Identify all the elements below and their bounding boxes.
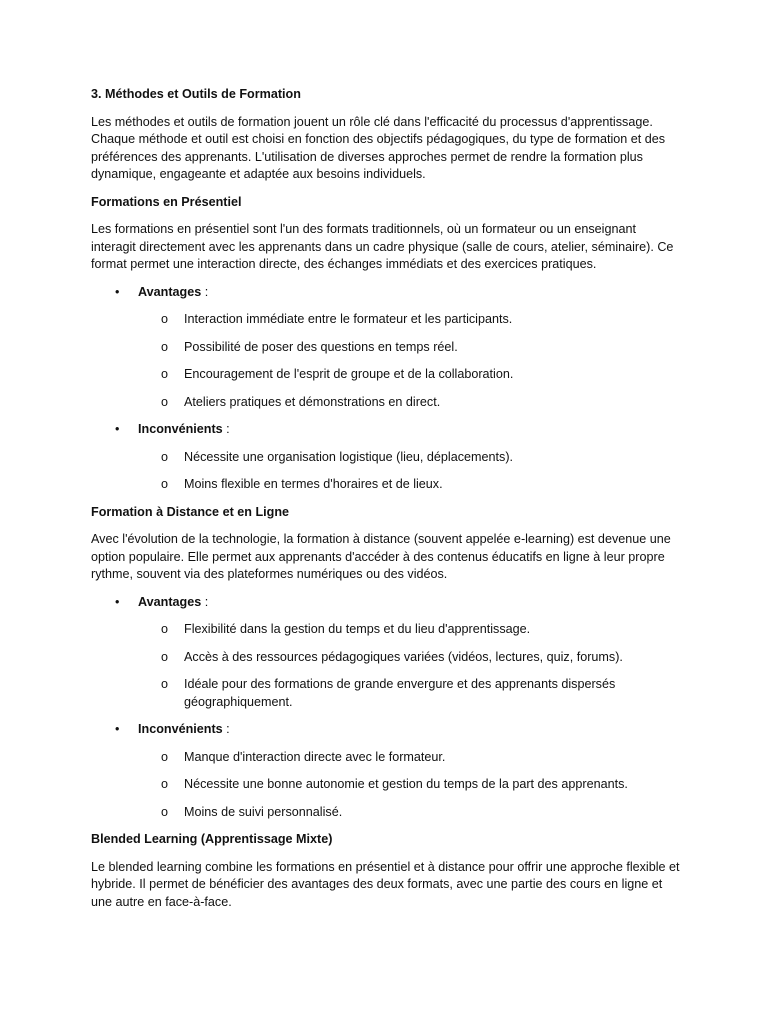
circle-bullet-icon: o (161, 622, 169, 636)
circle-bullet-icon: o (161, 394, 169, 409)
blended-heading: Blended Learning (Apprentissage Mixte) (91, 832, 333, 846)
presentiel-heading: Formations en Présentiel (91, 194, 242, 209)
list-item: o Ateliers pratiques et démonstrations en direct. (91, 394, 681, 412)
circle-bullet-icon: o (161, 449, 169, 464)
list-item: o Possibilité de poser des questions en temps réel. (91, 339, 681, 357)
list-item: o Accès à des ressources pédagogiques variées (vidéos, lectures, quiz, forums). (91, 649, 681, 667)
section-title: 3. Méthodes et Outils de Formation (91, 87, 301, 101)
list-item: o Nécessite une bonne autonomie et gestion du temps de la part des apprenants. (91, 776, 681, 794)
list-item: o Manque d'interaction directe avec le formateur. (91, 749, 681, 767)
avantages-label: Avantages (138, 594, 202, 609)
avantages-label: Avantages (138, 284, 202, 299)
circle-bullet-icon: o (161, 649, 169, 664)
blended-paragraph: Le blended learning combine les formations en présentiel et à distance pour offrir une approche flexible et hybride. Il permet de bénéficier des avantages des deux formats, avec une partie des cours en ligne et une autre en face-à-face. (91, 859, 680, 909)
presentiel-paragraph: Les formations en présentiel sont l'un des formats traditionnels, où un formateur ou un enseignant interagit directement avec les apprenants dans un cadre physique (salle de cours, atelier, séminaire). Ce format permet une interaction directe, des échanges immédiats et des exercices pratiques. (91, 222, 674, 271)
list-item: o Flexibilité dans la gestion du temps et du lieu d'apprentissage. (91, 621, 681, 639)
circle-bullet-icon: o (161, 367, 169, 381)
distance-heading: Formation à Distance et en Ligne (91, 504, 290, 519)
bullet-icon: • (115, 422, 120, 436)
circle-bullet-icon: o (161, 477, 169, 491)
list-item: o Moins flexible en termes d'horaires et de lieux. (91, 476, 681, 494)
circle-bullet-icon: o (161, 677, 169, 691)
circle-bullet-icon: o (161, 777, 169, 791)
bullet-icon: • (115, 722, 120, 736)
distance-paragraph: Avec l'évolution de la technologie, la formation à distance (souvent appelée e-learning) est devenue une option populaire. Elle permet aux apprenants d'accéder à des contenus éducatifs en ligne à leur propre rythme, souvent via des plateformes numériques ou des vidéos. (91, 532, 671, 581)
document-content (91, 86, 681, 921)
list-item: o Idéale pour des formations de grande envergure et des apprenants dispersés géographiquement. (161, 677, 616, 709)
list-item: o Interaction immédiate entre le formateur et les participants. (91, 311, 681, 329)
circle-bullet-icon: o (161, 312, 169, 326)
circle-bullet-icon: o (161, 749, 169, 764)
list-item: o Moins de suivi personnalisé. (91, 804, 681, 822)
circle-bullet-icon: o (161, 339, 169, 354)
list-item: o Encouragement de l'esprit de groupe et de la collaboration. (91, 366, 681, 384)
list-item: o Nécessite une organisation logistique (lieu, déplacements). (91, 449, 681, 467)
bullet-icon: • (115, 594, 120, 609)
presentiel-inconvenients-bullet: • Inconvénients : (91, 421, 681, 439)
distance-avantages-bullet: • Avantages : (91, 594, 681, 612)
bullet-icon: • (115, 284, 120, 299)
intro-paragraph: Les méthodes et outils de formation jouent un rôle clé dans l'efficacité du processus d'apprentissage. Chaque méthode et outil est choisi en fonction des objectifs pédagogiques, du type de formation et des préférences des apprenants. L'utilisation de diverses approches permet de rendre la formation plus dynamique, engageante et adaptée aux besoins individuels. (91, 114, 666, 181)
inconvenients-label: Inconvénients (138, 422, 223, 436)
distance-inconvenients-bullet: • Inconvénients : (91, 721, 681, 739)
inconvenients-label: Inconvénients (138, 722, 223, 736)
presentiel-avantages-bullet: • Avantages : (91, 284, 681, 302)
circle-bullet-icon: o (161, 804, 169, 819)
